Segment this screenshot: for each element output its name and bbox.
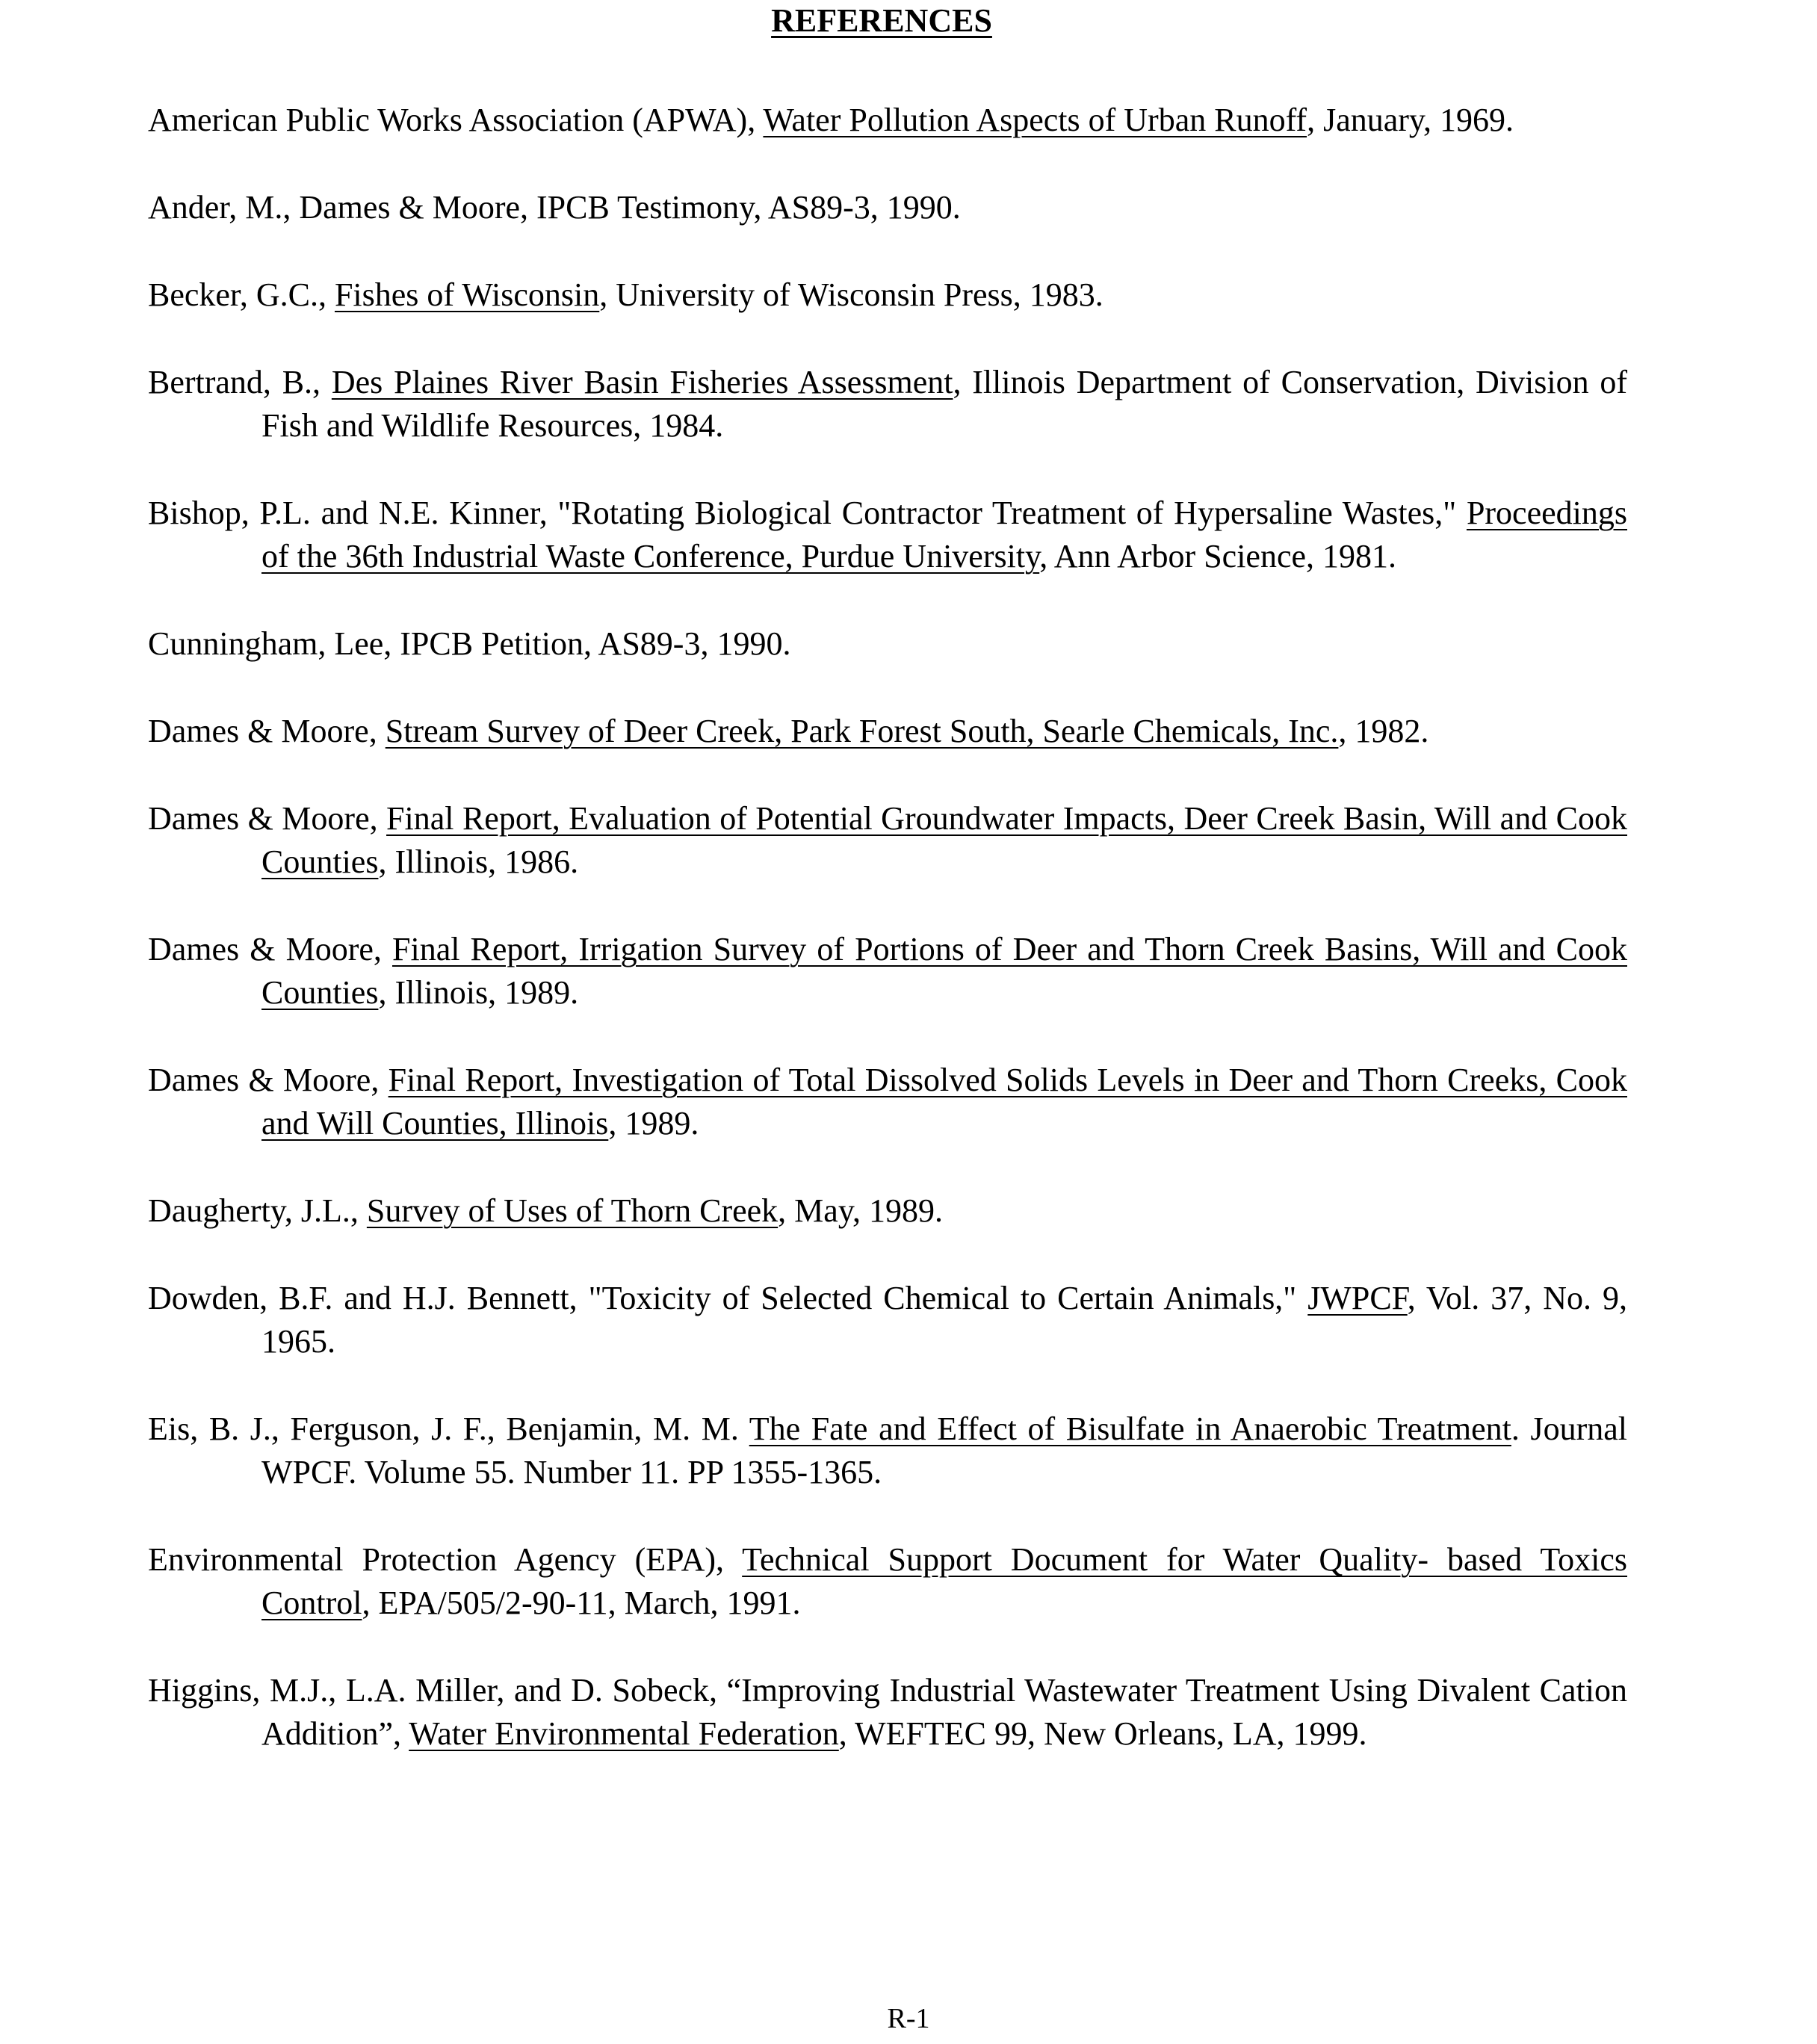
reference-text: Ander, M., Dames & Moore, IPCB Testimony, AS89-3, 1990. [148,189,961,226]
reference-details: , Illinois, 1986. [378,843,579,880]
reference-title: Fishes of Wisconsin [334,276,600,313]
reference-title: JWPCF [1307,1280,1408,1316]
reference-text: Bertrand, B., [148,364,332,400]
reference-entry [148,492,1627,578]
reference-entry [148,1189,1627,1233]
reference-list [148,99,1627,1800]
reference-title: Des Plaines River Basin Fisheries Assessment [331,364,953,400]
reference-entry [148,797,1627,884]
reference-title: The Fate and Effect of Bisulfate in Anaerobic Treatment [749,1410,1511,1447]
reference-details: . Journal WPCF. Volume 55. Number 11. PP 1355-1365. [261,1410,1628,1490]
reference-text: Cunningham, Lee, IPCB Petition, AS89-3, 1990. [148,625,791,662]
reference-text: Bishop, P.L. and N.E. Kinner, "Rotating Biological Contractor Treatment of Hypersaline Wastes," [148,495,1467,531]
reference-entry [148,273,1627,317]
reference-entry [148,1059,1627,1145]
reference-text: Higgins, M.J., L.A. Miller, and D. Sobeck, “Improving Industrial Wastewater Treatment Using Divalent Cation Addition”, [148,1672,1627,1752]
reference-text: Dames & Moore, [148,713,386,749]
reference-text: Daugherty, J.L., [148,1192,367,1229]
reference-title: Final Report, Irrigation Survey of Portions of Deer and Thorn Creek Basins, Will and Cook Counties [261,931,1627,1011]
reference-text: Dames & Moore, [148,1062,389,1098]
reference-entry [148,710,1627,753]
reference-details: , Illinois Department of Conservation, Division of Fish and Wildlife Resources, 1984. [261,364,1627,444]
reference-entry [148,361,1627,447]
reference-entry [148,928,1627,1015]
reference-text: Eis, B. J., Ferguson, J. F., Benjamin, M. M. [148,1410,749,1447]
reference-details: , January, 1969. [1307,102,1514,138]
reference-entry [148,99,1627,142]
reference-entry [148,186,1627,229]
reference-details: , 1989. [608,1105,699,1142]
reference-text: Dames & Moore, [148,931,392,967]
reference-details: , University of Wisconsin Press, 1983. [599,276,1103,313]
page-number: R-1 [887,2003,930,2034]
reference-details: , EPA/505/2-90-11, March, 1991. [362,1585,801,1621]
reference-entry [148,1277,1627,1363]
reference-text: American Public Works Association (APWA), [148,102,764,138]
reference-title: Stream Survey of Deer Creek, Park Forest South, Searle Chemicals, Inc. [385,713,1339,749]
reference-title: Final Report, Investigation of Total Dissolved Solids Levels in Deer and Thorn Creeks, Cook and Will Counties, Illinois [261,1062,1627,1142]
reference-details: , May, 1989. [778,1192,943,1229]
reference-title: Water Pollution Aspects of Urban Runoff [763,102,1307,138]
reference-entry [148,1538,1627,1625]
reference-entry [148,1407,1627,1494]
reference-details: , Ann Arbor Science, 1981. [1039,538,1397,575]
page-title: REFERENCES [771,2,992,39]
reference-title: Survey of Uses of Thorn Creek [366,1192,779,1229]
reference-entry [148,1669,1627,1756]
reference-text: Dowden, B.F. and H.J. Bennett, "Toxicity of Selected Chemical to Certain Animals," [148,1280,1308,1316]
reference-details: , Illinois, 1989. [378,974,579,1011]
reference-text: Environmental Protection Agency (EPA), [148,1541,743,1578]
reference-entry [148,622,1627,666]
reference-details: , 1982. [1338,713,1429,749]
reference-details: , Vol. 37, No. 9, 1965. [261,1280,1628,1360]
reference-text: Dames & Moore, [148,800,387,837]
reference-text: Becker, G.C., [148,276,335,313]
reference-title: Proceedings of the 36th Industrial Waste Conference, Purdue University [261,495,1627,575]
reference-title: Final Report, Evaluation of Potential Groundwater Impacts, Deer Creek Basin, Will and Cook Counties [261,800,1627,880]
reference-title: Water Environmental Federation [409,1715,839,1752]
reference-details: , WEFTEC 99, New Orleans, LA, 1999. [838,1715,1367,1752]
reference-title: Technical Support Document for Water Quality- based Toxics Control [261,1541,1628,1621]
